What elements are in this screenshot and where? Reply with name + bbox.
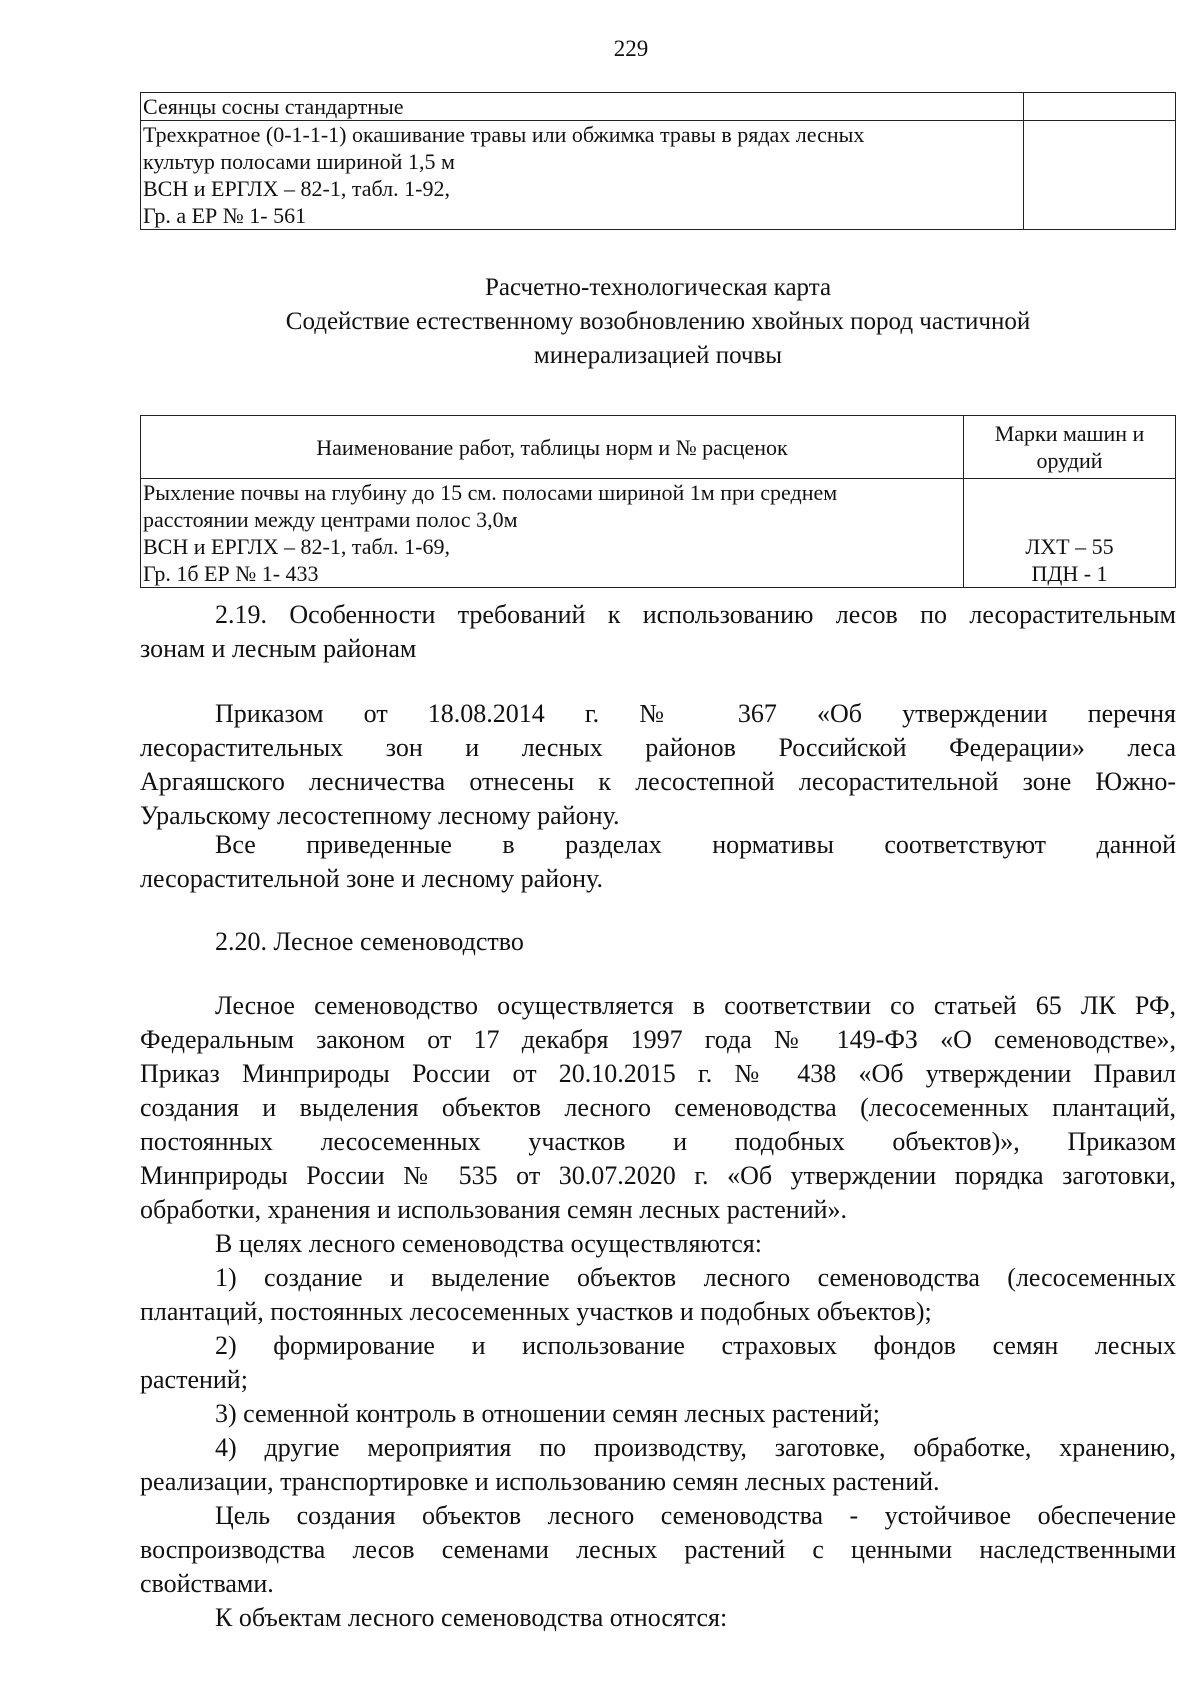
table-header-row [141, 416, 1176, 479]
text-line: 2.20. Лесное семеноводство [215, 927, 524, 956]
table-cell-empty [1024, 93, 1176, 121]
map-title [140, 271, 1176, 373]
text-line: К объектам лесного семеноводства относятся: [215, 1603, 728, 1632]
text-line: В целях лесного семеноводства осуществляются: [215, 1229, 762, 1258]
header-marks-line: орудий [1036, 448, 1103, 473]
table-cell [141, 121, 1024, 230]
work-description-line: Трехкратное (0-1-1-1) окашивание травы или обжимка травы в рядах лесных [143, 122, 865, 147]
table-cell [141, 479, 964, 588]
page-number: 229 [613, 36, 649, 61]
text-line: Уральскому лесостепному лесному району. [140, 801, 620, 830]
list-item-line: 1) создание и выделение объектов лесного семеноводства (лесосеменных [215, 1263, 1176, 1292]
header-marks [964, 416, 1176, 479]
paragraph-order [140, 697, 1176, 833]
map-title-line: Расчетно-технологическая карта [484, 274, 832, 301]
seedlings-text: Сеянцы сосны стандартные [143, 94, 404, 119]
table-row [141, 479, 1176, 588]
machine-mark: ЛХТ – 55 [1025, 534, 1114, 559]
mowing-norms-table [140, 92, 1176, 230]
text-line: лесорастительных зон и лесных районов Российской Федерации» леса [140, 733, 1176, 762]
text-line: постоянных лесосеменных участков и подобных объектов)», Приказом [140, 1127, 1176, 1156]
text-line: Все приведенные в разделах нормативы соответствуют данной [215, 830, 1176, 859]
text-line: Аргаяшского лесничества отнесены к лесостепной лесорастительной зоне Южно- [140, 767, 1176, 796]
text-line: свойствами. [140, 1569, 274, 1598]
work-description-line: Гр. а ЕР № 1- 561 [143, 203, 307, 228]
text-line: Цель создания объектов лесного семеноводства - устойчивое обеспечение [215, 1501, 1176, 1530]
table-cell-marks [964, 479, 1176, 588]
list-item-line: растений; [140, 1365, 248, 1394]
list-item-line: 4) другие мероприятия по производству, заготовке, обработке, хранению, [215, 1433, 1176, 1462]
list-item-line: реализации, транспортировке и использованию семян лесных растений. [140, 1467, 940, 1496]
mineralization-table [140, 415, 1176, 588]
text-line: лесорастительной зоне и лесному району. [140, 864, 603, 893]
text-line: Приказ Минприроды России от 20.10.2015 г. № 438 «Об утверждении Правил [140, 1059, 1176, 1088]
table-cell [141, 93, 1024, 121]
table-cell-empty [1024, 121, 1176, 230]
map-title-line: минерализацией почвы [533, 342, 783, 369]
table-row [141, 93, 1176, 121]
text-line: воспроизводства лесов семенами лесных растений с ценными наследственными [140, 1535, 1176, 1564]
work-description-line: Гр. 1б ЕР № 1- 433 [143, 561, 319, 586]
header-works: Наименование работ, таблицы норм и № расценок [141, 416, 964, 479]
work-description-line: культур полосами шириной 1,5 м [143, 149, 455, 174]
section-heading-2-19 [140, 598, 1176, 666]
list-item-line: 2) формирование и использование страховых фондов семян лесных [215, 1331, 1176, 1360]
text-line: создания и выделения объектов лесного семеноводства (лесосеменных плантаций, [140, 1093, 1176, 1122]
list-item-line: плантаций, постоянных лесосеменных участков и подобных объектов); [140, 1297, 932, 1326]
text-line: Федеральным законом от 17 декабря 1997 года № 149-ФЗ «О семеноводстве», [140, 1025, 1176, 1054]
machine-mark: ПДН - 1 [1031, 561, 1108, 586]
section-heading-2-20 [140, 925, 1176, 959]
work-description-line: ВСН и ЕРГЛХ – 82-1, табл. 1-69, [143, 534, 450, 559]
work-description-line: расстоянии между центрами полос 3,0м [143, 507, 518, 532]
map-title-line: Содействие естественному возобновлению хвойных пород частичной [285, 308, 1031, 335]
work-description-line: Рыхление почвы на глубину до 15 см. полосами шириной 1м при среднем [143, 480, 838, 505]
text-line: Приказом от 18.08.2014 г. № 367 «Об утверждении перечня [215, 699, 1176, 728]
paragraph-all-norms [140, 828, 1176, 896]
text-line: Лесное семеноводство осуществляется в соответствии со статьей 65 ЛК РФ, [215, 991, 1176, 1020]
header-marks-line: Марки машин и [994, 421, 1145, 446]
paragraph-seed-production [140, 989, 1176, 1635]
work-description-line: ВСН и ЕРГЛХ – 82-1, табл. 1-92, [143, 176, 450, 201]
text-line: обработки, хранения и использования семян лесных растений». [140, 1195, 848, 1224]
list-item-line: 3) семенной контроль в отношении семян лесных растений; [215, 1399, 880, 1428]
text-line: Минприроды России № 535 от 30.07.2020 г. «Об утверждении порядка заготовки, [140, 1161, 1176, 1190]
text-line: зонам и лесным районам [140, 634, 417, 663]
table-row [141, 121, 1176, 230]
text-line: 2.19. Особенности требований к использованию лесов по лесорастительным [215, 600, 1176, 629]
